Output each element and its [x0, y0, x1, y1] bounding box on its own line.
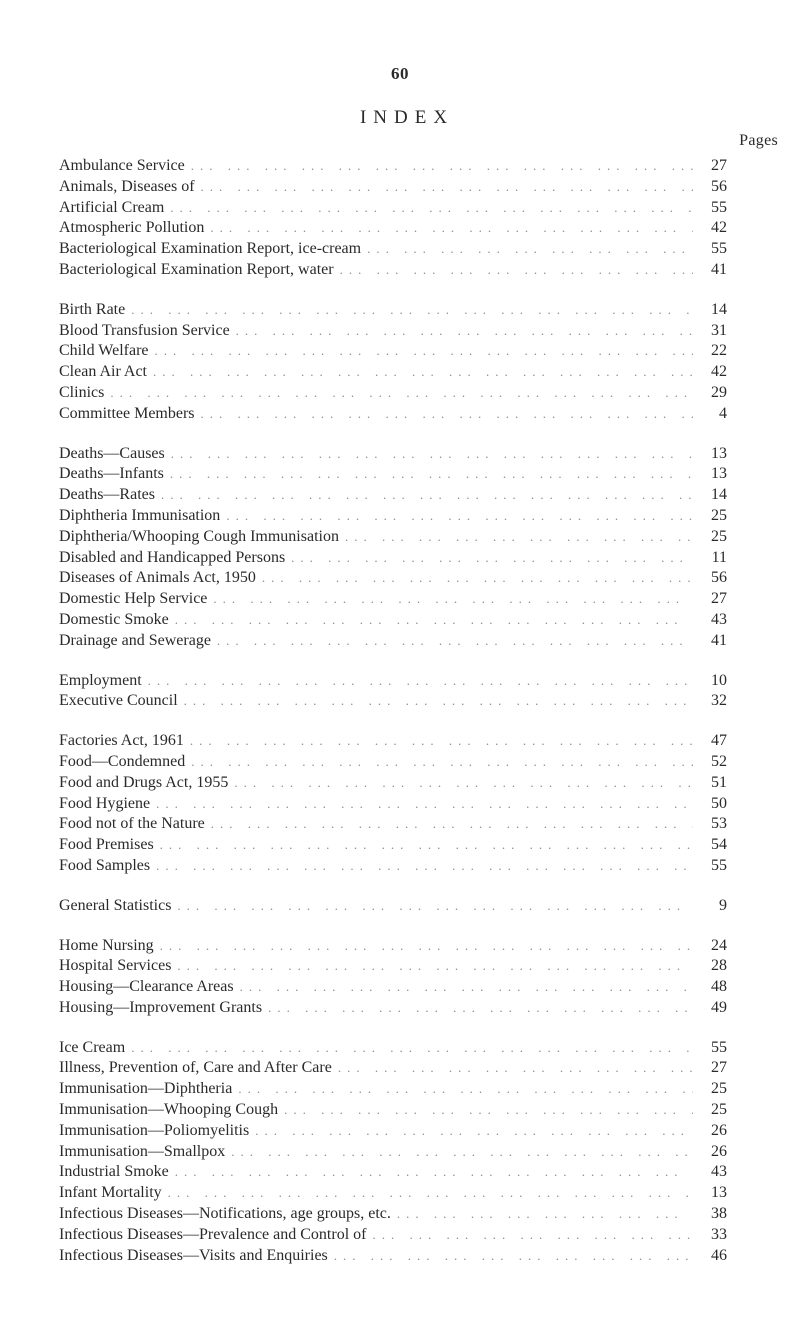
- index-group: [59, 896, 727, 917]
- index-entry-label: Food Hygiene: [59, 794, 151, 812]
- dot-leader: [231, 1142, 693, 1163]
- index-entry-page: 50: [711, 794, 727, 812]
- index-entry-page: 33: [711, 1225, 727, 1243]
- index-entry: [59, 177, 727, 198]
- dot-leader: [201, 404, 693, 425]
- dot-leader: [255, 1121, 693, 1142]
- pages-column-header: Pages: [739, 132, 778, 149]
- index-entry: [59, 794, 727, 815]
- index-entry-label: Domestic Smoke: [59, 610, 169, 628]
- index-entry-label: Infectious Diseases—Notifications, age groups, etc.: [59, 1205, 391, 1223]
- index-entry: [59, 998, 727, 1019]
- dot-leader: [177, 896, 693, 917]
- dot-leader: [284, 1100, 693, 1121]
- index-entry-label: Deaths—Causes: [59, 444, 165, 462]
- dot-leader: [168, 1183, 693, 1204]
- index-entry-label: Factories Act, 1961: [59, 732, 184, 750]
- index-entry-page: 43: [711, 1163, 727, 1181]
- index-entry-label: Immunisation—Diphtheria: [59, 1080, 233, 1098]
- dot-leader: [175, 610, 693, 631]
- index-entry-label: Bacteriological Examination Report, water: [59, 260, 334, 278]
- index-entry: [59, 856, 727, 877]
- index-entry-page: 11: [711, 548, 727, 566]
- index-entry-page: 46: [711, 1246, 727, 1264]
- index-entry: [59, 671, 727, 692]
- index-entry-label: Industrial Smoke: [59, 1163, 169, 1181]
- index-entry: [59, 896, 727, 917]
- index-entry-label: Immunisation—Smallpox: [59, 1142, 226, 1160]
- index-list: [59, 156, 727, 1285]
- dot-leader: [170, 464, 693, 485]
- index-entry-page: 13: [711, 465, 727, 483]
- dot-leader: [160, 936, 693, 957]
- dot-leader: [236, 321, 693, 342]
- index-entry-label: Artificial Cream: [59, 198, 165, 216]
- dot-leader: [153, 362, 693, 383]
- index-entry-page: 9: [719, 896, 727, 914]
- index-entry: [59, 260, 727, 281]
- index-group: [59, 731, 727, 877]
- index-entry: [59, 548, 727, 569]
- index-entry-label: Housing—Improvement Grants: [59, 998, 263, 1016]
- index-entry-page: 28: [711, 957, 727, 975]
- index-entry-label: Diseases of Animals Act, 1950: [59, 569, 256, 587]
- index-entry: [59, 527, 727, 548]
- index-entry-label: Ice Cream: [59, 1038, 126, 1056]
- index-entry: [59, 1183, 727, 1204]
- index-entry-page: 52: [711, 752, 727, 770]
- index-entry-page: 42: [711, 363, 727, 381]
- dot-leader: [210, 218, 693, 239]
- dot-leader: [226, 506, 693, 527]
- index-entry-page: 26: [711, 1121, 727, 1139]
- index-entry: [59, 1058, 727, 1079]
- index-group: [59, 300, 727, 425]
- index-entry-label: Infectious Diseases—Prevalence and Control of: [59, 1225, 367, 1243]
- index-entry-page: 55: [711, 856, 727, 874]
- index-entry-page: 25: [711, 506, 727, 524]
- index-entry: [59, 506, 727, 527]
- index-entry-label: Food—Condemned: [59, 752, 186, 770]
- dot-leader: [191, 752, 693, 773]
- index-entry-page: 29: [711, 383, 727, 401]
- dot-leader: [340, 260, 693, 281]
- dot-leader: [131, 1038, 693, 1059]
- index-title: INDEX: [359, 107, 455, 128]
- index-entry-label: Diphtheria Immunisation: [59, 506, 221, 524]
- index-entry-label: Birth Rate: [59, 300, 126, 318]
- index-entry-page: 25: [711, 527, 727, 545]
- dot-leader: [184, 691, 693, 712]
- index-entry-page: 13: [711, 1184, 727, 1202]
- index-entry-label: Immunisation—Poliomyelitis: [59, 1121, 250, 1139]
- index-entry: [59, 731, 727, 752]
- index-entry: [59, 1246, 727, 1267]
- index-group: [59, 936, 727, 1019]
- index-entry: [59, 814, 727, 835]
- index-entry: [59, 362, 727, 383]
- index-entry: [59, 691, 727, 712]
- dot-leader: [345, 527, 693, 548]
- index-entry-label: Disabled and Handicapped Persons: [59, 548, 286, 566]
- index-entry: [59, 383, 727, 404]
- index-entry: [59, 1121, 727, 1142]
- index-entry-page: 42: [711, 219, 727, 237]
- index-entry-label: Deaths—Infants: [59, 465, 164, 483]
- index-entry-label: Clinics: [59, 383, 105, 401]
- index-entry-page: 56: [711, 177, 727, 195]
- dot-leader: [148, 671, 693, 692]
- index-entry-label: Ambulance Service: [59, 157, 185, 174]
- index-entry-page: 53: [711, 815, 727, 833]
- index-entry-label: Food and Drugs Act, 1955: [59, 773, 229, 791]
- index-entry-page: 27: [711, 590, 727, 608]
- index-entry: [59, 977, 727, 998]
- dot-leader: [238, 1079, 693, 1100]
- dot-leader: [268, 998, 693, 1019]
- index-entry-page: 31: [711, 321, 727, 339]
- index-entry: [59, 485, 727, 506]
- index-entry-page: 41: [711, 631, 727, 649]
- index-entry: [59, 1204, 727, 1225]
- index-entry: [59, 631, 727, 652]
- index-group: [59, 1038, 727, 1267]
- dot-leader: [234, 773, 693, 794]
- index-entry: [59, 341, 727, 362]
- index-entry-label: Clean Air Act: [59, 363, 147, 381]
- index-entry-page: 54: [711, 836, 727, 854]
- index-entry: [59, 610, 727, 631]
- index-entry: [59, 773, 727, 794]
- index-entry-page: 27: [711, 1059, 727, 1077]
- index-entry-page: 10: [711, 671, 727, 689]
- index-entry-page: 41: [711, 260, 727, 278]
- page-number: 60: [391, 64, 409, 83]
- index-entry-page: 49: [711, 998, 727, 1016]
- dot-leader: [161, 485, 693, 506]
- index-entry-page: 25: [711, 1101, 727, 1119]
- index-entry-label: Immunisation—Whooping Cough: [59, 1101, 279, 1119]
- index-entry-page: 38: [711, 1205, 727, 1223]
- index-entry-label: Infant Mortality: [59, 1184, 162, 1202]
- dot-leader: [156, 794, 693, 815]
- index-entry: [59, 1038, 727, 1059]
- index-entry: [59, 1079, 727, 1100]
- index-entry: [59, 156, 727, 177]
- index-group: [59, 671, 727, 713]
- index-entry: [59, 589, 727, 610]
- index-entry-label: Hospital Services: [59, 957, 172, 975]
- dot-leader: [177, 956, 693, 977]
- index-entry: [59, 1142, 727, 1163]
- index-group: [59, 156, 727, 281]
- index-entry: [59, 444, 727, 465]
- index-entry-label: Housing—Clearance Areas: [59, 978, 234, 996]
- dot-leader: [201, 177, 693, 198]
- dot-leader: [131, 300, 693, 321]
- index-entry-label: General Statistics: [59, 896, 172, 914]
- index-entry-label: Food not of the Nature: [59, 815, 205, 833]
- index-entry: [59, 198, 727, 219]
- index-entry-page: 4: [719, 404, 727, 422]
- dot-leader: [262, 568, 693, 589]
- dot-leader: [171, 444, 693, 465]
- dot-leader: [334, 1246, 693, 1267]
- dot-leader: [155, 341, 694, 362]
- index-entry-label: Infectious Diseases—Visits and Enquiries: [59, 1246, 328, 1264]
- dot-leader: [367, 239, 693, 260]
- dot-leader: [110, 383, 693, 404]
- index-entry-label: Diphtheria/Whooping Cough Immunisation: [59, 527, 339, 545]
- index-entry: [59, 218, 727, 239]
- dot-leader: [397, 1204, 693, 1225]
- index-entry-page: 14: [711, 486, 727, 504]
- index-entry-label: Child Welfare: [59, 342, 149, 360]
- index-entry-page: 56: [711, 569, 727, 587]
- index-entry: [59, 568, 727, 589]
- index-entry: [59, 752, 727, 773]
- index-entry: [59, 300, 727, 321]
- index-entry: [59, 464, 727, 485]
- dot-leader: [291, 548, 693, 569]
- index-entry-label: Executive Council: [59, 692, 178, 710]
- dot-leader: [191, 156, 693, 177]
- dot-leader: [170, 198, 693, 219]
- dot-leader: [372, 1225, 693, 1246]
- dot-leader: [240, 977, 693, 998]
- index-entry-page: 55: [711, 1038, 727, 1056]
- index-entry-page: 43: [711, 610, 727, 628]
- index-entry: [59, 956, 727, 977]
- index-entry-label: Atmospheric Pollution: [59, 219, 205, 237]
- index-entry-page: 51: [711, 773, 727, 791]
- index-entry: [59, 936, 727, 957]
- index-entry-page: 55: [711, 240, 727, 258]
- index-entry: [59, 321, 727, 342]
- index-entry-label: Domestic Help Service: [59, 590, 208, 608]
- index-entry: [59, 404, 727, 425]
- index-entry: [59, 1100, 727, 1121]
- index-group: [59, 444, 727, 652]
- dot-leader: [217, 631, 693, 652]
- index-entry: [59, 1162, 727, 1183]
- dot-leader: [338, 1058, 693, 1079]
- index-entry-label: Bacteriological Examination Report, ice-cream: [59, 240, 362, 258]
- index-entry-label: Illness, Prevention of, Care and After Care: [59, 1059, 332, 1077]
- dot-leader: [211, 814, 693, 835]
- index-entry-label: Home Nursing: [59, 936, 154, 954]
- index-entry-label: Food Samples: [59, 856, 151, 874]
- index-entry-label: Deaths—Rates: [59, 486, 155, 504]
- index-entry-label: Food Premises: [59, 836, 154, 854]
- dot-leader: [175, 1162, 693, 1183]
- index-entry-label: Blood Transfusion Service: [59, 321, 230, 339]
- index-entry-page: 24: [711, 936, 727, 954]
- dot-leader: [160, 835, 693, 856]
- index-entry-page: 55: [711, 198, 727, 216]
- index-entry-page: 26: [711, 1142, 727, 1160]
- index-entry: [59, 1225, 727, 1246]
- dot-leader: [156, 856, 693, 877]
- index-entry-page: 22: [711, 342, 727, 360]
- index-entry-page: 48: [711, 978, 727, 996]
- index-entry-label: Animals, Diseases of: [59, 177, 195, 195]
- index-entry: [59, 835, 727, 856]
- index-entry-page: 27: [711, 157, 727, 174]
- index-entry-page: 14: [711, 300, 727, 318]
- index-entry-label: Committee Members: [59, 404, 195, 422]
- dot-leader: [213, 589, 693, 610]
- index-entry-page: 13: [711, 444, 727, 462]
- index-entry: [59, 239, 727, 260]
- index-entry-label: Drainage and Sewerage: [59, 631, 211, 649]
- index-entry-label: Employment: [59, 671, 142, 689]
- index-entry-page: 47: [711, 732, 727, 750]
- index-entry-page: 25: [711, 1080, 727, 1098]
- dot-leader: [190, 731, 693, 752]
- index-entry-page: 32: [711, 692, 727, 710]
